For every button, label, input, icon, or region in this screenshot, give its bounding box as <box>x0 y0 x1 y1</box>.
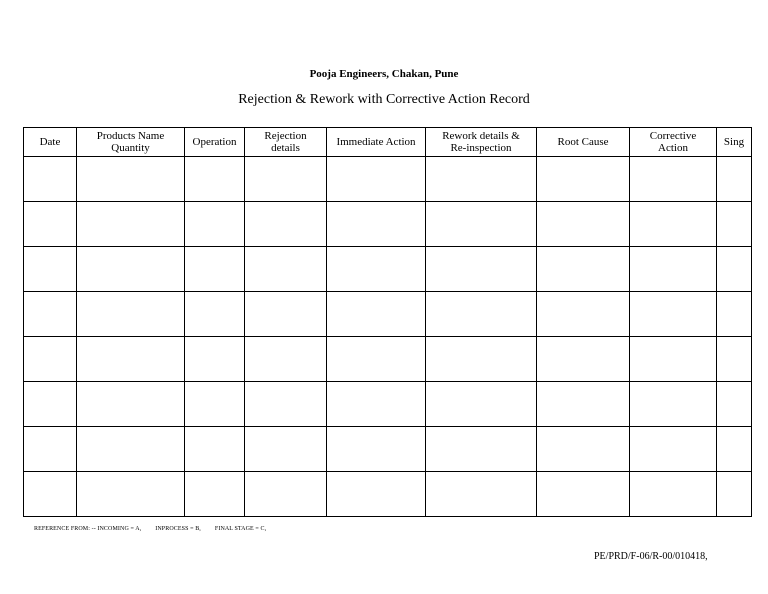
table-cell-rework-details[interactable] <box>426 292 537 337</box>
table-cell-corrective-action[interactable] <box>630 472 717 517</box>
table-cell-root-cause[interactable] <box>537 202 630 247</box>
table-cell-sign[interactable] <box>717 427 752 472</box>
reference-inprocess: INPROCESS = B, <box>155 526 201 532</box>
table-cell-sign[interactable] <box>717 292 752 337</box>
table-row <box>24 157 752 202</box>
table-cell-immediate-action[interactable] <box>327 472 426 517</box>
table-cell-corrective-action[interactable] <box>630 247 717 292</box>
table-cell-immediate-action[interactable] <box>327 157 426 202</box>
table-cell-date[interactable] <box>24 202 77 247</box>
column-header-rework-details: Rework details & Re-inspection <box>426 128 537 157</box>
form-title: Rejection & Rework with Corrective Action Record <box>238 92 530 107</box>
table-cell-operation[interactable] <box>185 247 245 292</box>
column-header-rejection-details: Rejection details <box>245 128 327 157</box>
table-cell-rework-details[interactable] <box>426 427 537 472</box>
table-cell-rework-details[interactable] <box>426 202 537 247</box>
column-header-immediate-action: Immediate Action <box>327 128 426 157</box>
table-cell-operation[interactable] <box>185 382 245 427</box>
table-cell-products-name-quantity[interactable] <box>77 472 185 517</box>
table-cell-rework-details[interactable] <box>426 247 537 292</box>
table-cell-date[interactable] <box>24 247 77 292</box>
table-cell-operation[interactable] <box>185 157 245 202</box>
table-cell-operation[interactable] <box>185 427 245 472</box>
table-row <box>24 292 752 337</box>
column-header-corrective-action: Corrective Action <box>630 128 717 157</box>
table-cell-rejection-details[interactable] <box>245 472 327 517</box>
table-cell-products-name-quantity[interactable] <box>77 247 185 292</box>
table-cell-date[interactable] <box>24 472 77 517</box>
table-cell-sign[interactable] <box>717 472 752 517</box>
table-cell-rejection-details[interactable] <box>245 247 327 292</box>
table-row <box>24 247 752 292</box>
table-cell-date[interactable] <box>24 382 77 427</box>
table-cell-rework-details[interactable] <box>426 337 537 382</box>
table-cell-rejection-details[interactable] <box>245 292 327 337</box>
table-cell-immediate-action[interactable] <box>327 337 426 382</box>
column-header-sign: Sing <box>717 128 752 157</box>
table-cell-operation[interactable] <box>185 202 245 247</box>
table-cell-date[interactable] <box>24 337 77 382</box>
table-cell-sign[interactable] <box>717 247 752 292</box>
table-cell-immediate-action[interactable] <box>327 382 426 427</box>
table-cell-root-cause[interactable] <box>537 337 630 382</box>
table-cell-immediate-action[interactable] <box>327 202 426 247</box>
table-cell-operation[interactable] <box>185 292 245 337</box>
table-body <box>24 157 752 517</box>
table-cell-operation[interactable] <box>185 337 245 382</box>
table-cell-rejection-details[interactable] <box>245 382 327 427</box>
header-row <box>24 128 752 157</box>
table-cell-sign[interactable] <box>717 337 752 382</box>
table-row <box>24 472 752 517</box>
table-cell-products-name-quantity[interactable] <box>77 202 185 247</box>
table-cell-date[interactable] <box>24 292 77 337</box>
table-cell-date[interactable] <box>24 157 77 202</box>
table-cell-sign[interactable] <box>717 382 752 427</box>
reference-legend <box>34 526 280 532</box>
table-cell-rejection-details[interactable] <box>245 427 327 472</box>
table-cell-root-cause[interactable] <box>537 157 630 202</box>
table-cell-immediate-action[interactable] <box>327 292 426 337</box>
table-cell-operation[interactable] <box>185 472 245 517</box>
table-cell-sign[interactable] <box>717 202 752 247</box>
reference-final-stage: FINAL STAGE = C, <box>214 526 267 532</box>
table-cell-products-name-quantity[interactable] <box>77 157 185 202</box>
table-cell-root-cause[interactable] <box>537 427 630 472</box>
table-cell-corrective-action[interactable] <box>630 337 717 382</box>
table-cell-corrective-action[interactable] <box>630 202 717 247</box>
table-cell-corrective-action[interactable] <box>630 157 717 202</box>
column-header-root-cause: Root Cause <box>537 128 630 157</box>
table-cell-rejection-details[interactable] <box>245 157 327 202</box>
column-header-date: Date <box>24 128 77 157</box>
reference-incoming: REFERENCE FROM: -- INCOMING = A, <box>34 526 142 532</box>
column-header-products-name-quantity: Products Name Quantity <box>77 128 185 157</box>
table-cell-products-name-quantity[interactable] <box>77 292 185 337</box>
table-row <box>24 337 752 382</box>
table-row <box>24 427 752 472</box>
table-cell-sign[interactable] <box>717 157 752 202</box>
record-table <box>23 127 752 517</box>
table-cell-rejection-details[interactable] <box>245 202 327 247</box>
table-cell-products-name-quantity[interactable] <box>77 382 185 427</box>
table-cell-immediate-action[interactable] <box>327 247 426 292</box>
table-cell-root-cause[interactable] <box>537 382 630 427</box>
table-cell-date[interactable] <box>24 427 77 472</box>
table-cell-products-name-quantity[interactable] <box>77 427 185 472</box>
table-cell-immediate-action[interactable] <box>327 427 426 472</box>
table-row <box>24 382 752 427</box>
table-cell-root-cause[interactable] <box>537 292 630 337</box>
table-cell-root-cause[interactable] <box>537 247 630 292</box>
table-cell-root-cause[interactable] <box>537 472 630 517</box>
company-name: Pooja Engineers, Chakan, Pune <box>309 68 459 80</box>
table-cell-rework-details[interactable] <box>426 382 537 427</box>
table-cell-corrective-action[interactable] <box>630 382 717 427</box>
document-code: PE/PRD/F-06/R-00/010418, <box>594 551 708 562</box>
table-row <box>24 202 752 247</box>
table-cell-corrective-action[interactable] <box>630 292 717 337</box>
table-cell-products-name-quantity[interactable] <box>77 337 185 382</box>
column-header-operation: Operation <box>185 128 245 157</box>
table-cell-rejection-details[interactable] <box>245 337 327 382</box>
table-cell-corrective-action[interactable] <box>630 427 717 472</box>
table-cell-rework-details[interactable] <box>426 472 537 517</box>
table-cell-rework-details[interactable] <box>426 157 537 202</box>
